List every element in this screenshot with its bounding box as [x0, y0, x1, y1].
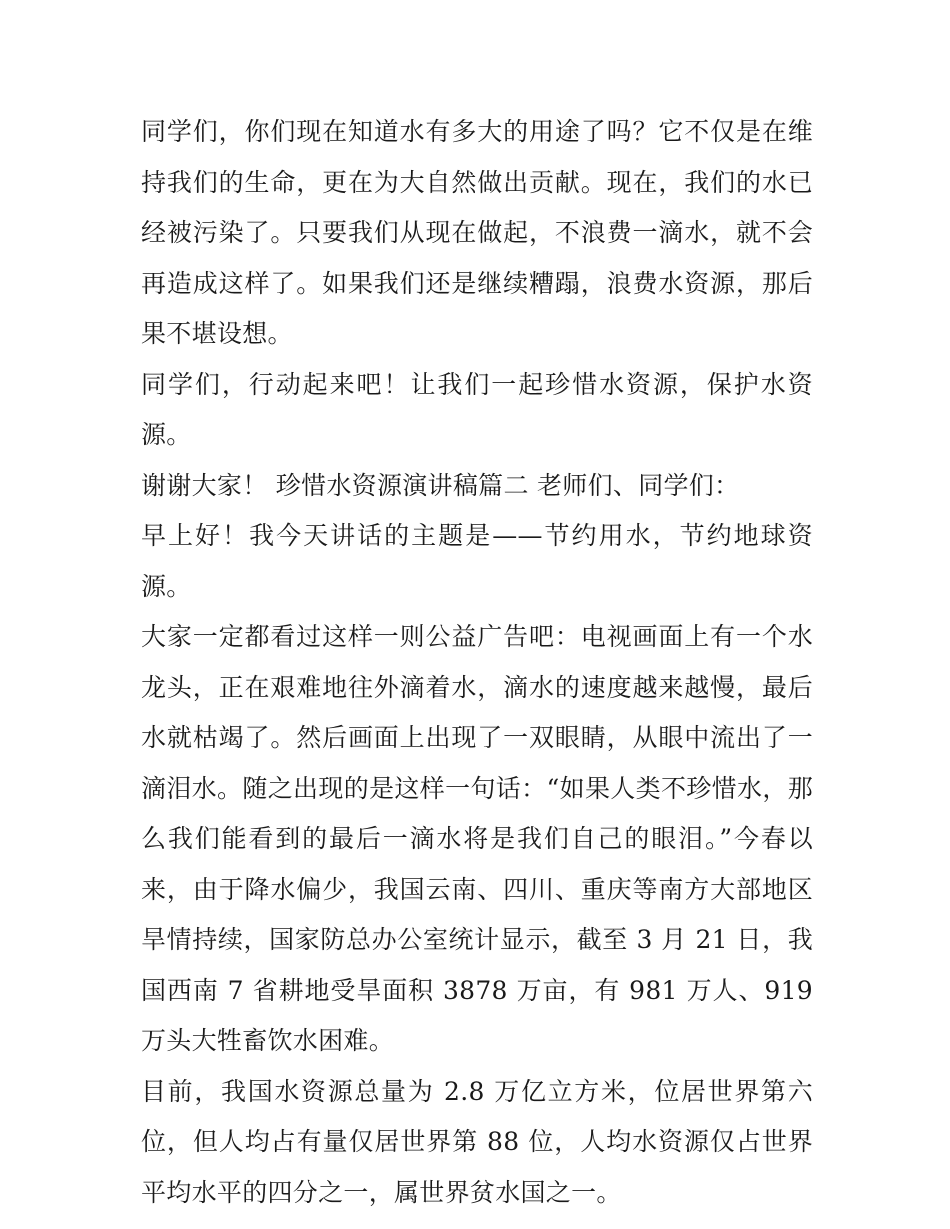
paragraph-speech-two-heading: 谢谢大家！ 珍惜水资源演讲稿篇二 老师们、同学们：	[141, 470, 740, 500]
paragraph-cherish-water: 同学们，你们现在知道水有多大的用途了吗？它不仅是在维持我们的生命，更在为大自然做出贡献。现在，我们的水已经被污染了。只要我们从现在做起，不浪费一滴水，就不会再造成这样了。如果我们还是继续糟蹋，浪费水资源，那后果不堪设想。	[141, 117, 813, 348]
paragraph-call-to-action: 同学们，行动起来吧！让我们一起珍惜水资源，保护水资源。	[141, 369, 813, 449]
paragraph-greeting-topic: 早上好！我今天讲话的主题是——节约用水，节约地球资源。	[141, 521, 813, 601]
document-body	[141, 107, 813, 1218]
paragraph-water-statistics: 目前，我国水资源总量为 2.8 万亿立方米，位居世界第六位，但人均占有量仅居世界第 88 位，人均水资源仅占世界平均水平的四分之一，属世界贫水国之一。	[141, 1076, 813, 1207]
paragraph-public-service-ad: 大家一定都看过这样一则公益广告吧：电视画面上有一个水龙头，正在艰难地往外滴着水，滴水的速度越来越慢，最后水就枯竭了。然后画面上出现了一双眼睛，从眼中流出了一滴泪水。随之出现的是这样一句话：“如果人类不珍惜水，那么我们能看到的最后一滴水将是我们自己的眼泪。”今春以来，由于降水偏少，我国云南、四川、重庆等南方大部地区旱情持续，国家防总办公室统计显示，截至 3 月 21 日，我国西南 7 省耕地受旱面积 3878 万亩，有 981 万人、919 万头大牲畜饮水困难。	[141, 622, 813, 1055]
